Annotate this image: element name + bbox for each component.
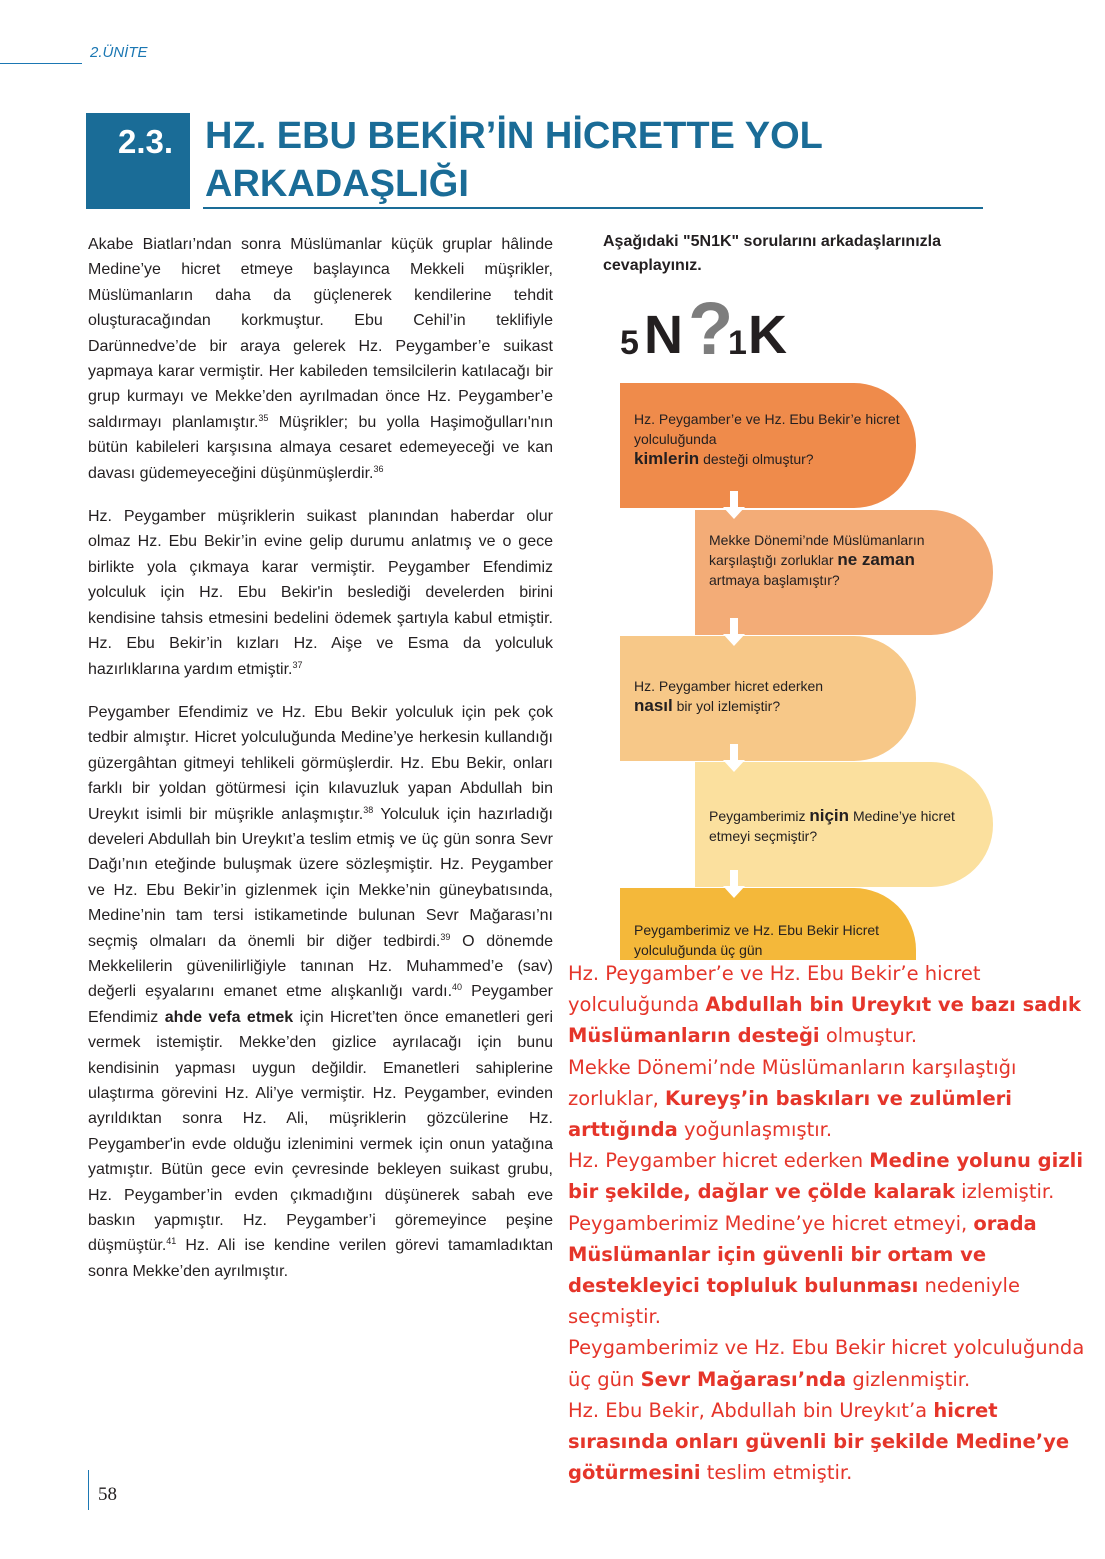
paragraph-2: Hz. Peygamber müşriklerin suikast planından haberdar olur olmaz Hz. Ebu Bekir’in evine gelip durumu anlatmış ve o gece birlikte yola çıkmaya karar vermiştir. Peygamber Efendimiz yolculuk için Hz. Ebu Bekir'in beslediği develerden birini kendisine tahsis etmesini bedelini ödemek şartıyla kabul etmiştir. Hz. Ebu Bekir’in kızları Hz. Aişe ve Esma da yolculuk hazırlıklarına yardım etmiştir.$^{37}$ <box>88 508 553 678</box>
body-text <box>88 232 553 1302</box>
5n1k-logo: 5 N ? 1 K <box>620 287 787 370</box>
activity-instruction: Aşağıdaki "5N1K" sorularını arkadaşlarınızla cevaplayınız. <box>603 233 941 274</box>
section-title-line2: ARKADAŞLIĞI <box>205 163 469 205</box>
title-rule <box>203 207 983 209</box>
question-card-who: Hz. Peygamber’e ve Hz. Ebu Bekir’e hicret yolculuğunda kimlerin desteği olmuştur? <box>620 383 916 508</box>
question-card-when: Mekke Dönemi’nde Müslümanların karşılaştığı zorluklar ne zaman artmaya başlamıştır? <box>695 510 993 635</box>
answer-1: Hz. Peygamber’e ve Hz. Ebu Bekir’e hicret yolculuğunda Abdullah bin Ureykıt ve bazı sadık Müslümanların desteği olmuştur. <box>568 962 1081 1048</box>
question-keyword: nasıl <box>634 696 673 715</box>
arrow-down-icon <box>721 870 747 900</box>
question-keyword: kimlerin <box>634 449 700 468</box>
answer-5: Peygamberimiz ve Hz. Ebu Bekir hicret yolculuğunda üç gün Sevr Mağarası’nda gizlenmiştir. <box>568 1336 1085 1391</box>
answer-2: Mekke Dönemi’nde Müslümanların karşılaştığı zorluklar, Kureyş’in baskıları ve zulümleri arttığında yoğunlaşmıştır. <box>568 1055 1017 1142</box>
footnote-ref: 37 <box>292 659 303 670</box>
question-card-how: Hz. Peygamber hicret ederken nasıl bir yol izlemiştir? <box>620 636 916 761</box>
question-keyword: ne zaman <box>837 550 915 569</box>
header-rule <box>0 63 82 64</box>
page-number: 58 <box>98 1484 117 1505</box>
answer-4: Peygamberimiz Medine’ye hicret etmeyi, orada Müslümanlar için güvenli bir ortam ve destekleyici topluluk bulunması nedeniyle seçmiştir. <box>568 1211 1037 1329</box>
answers-overlay <box>568 958 1098 1488</box>
arrow-down-icon <box>721 491 747 521</box>
footnote-ref: 36 <box>373 463 384 474</box>
question-card-why: Peygamberimiz niçin Medine’ye hicret etmeyi seçmiştir? <box>695 762 993 887</box>
section-title-line1: HZ. EBU BEKİR’İN HİCRETTE YOL <box>205 115 823 157</box>
paragraph-1: Akabe Biatları’ndan sonra Müslümanlar küçük gruplar hâlinde Medine’ye hicret etmeye başlayınca Mekkeli müşrikler, Müslümanların daha da güçlenerek kendilerine tehdit oluşturacağından korkmuştur. Ebu Cehil’in teklifiyle Darünnedve’de bir araya gelerek Hz. Peygamber’e suikast yapmaya karar vermiştir. Her kabileden temsilcilerin katılacağı bir grup kurmayı ve Mekke’den ayrılmadan önce Hz. Peygamber’e saldırmayı planlamıştır.$^{35}$ Müşrikler; bu yolla Haşimoğulları'nın bütün kabileleri karşısına almaya cesaret edemeyeceği ve kan davası güdemeyeceğini düşünmüşlerdir.$^{36}$ <box>88 236 554 482</box>
footnote-ref: 40 <box>452 982 463 993</box>
footnote-ref: 39 <box>440 931 451 942</box>
footnote-ref: 35 <box>258 412 269 423</box>
answer-6: Hz. Ebu Bekir, Abdullah bin Ureykıt’a hicret sırasında onları güvenli bir şekilde Medine’ye götürmesini teslim etmiştir. <box>568 1398 1070 1485</box>
section-title <box>205 112 965 208</box>
question-mark-icon: ? <box>688 287 734 370</box>
section-number: 2.3. <box>118 123 174 160</box>
paragraph-3: Peygamber Efendimiz ve Hz. Ebu Bekir yolculuk için pek çok tedbir almıştır. Hicret yolculuğunda Medine’ye herkesin kullandığı güzergâhtan gitmeyi tehlikeli görmüşlerdir. Hz. Ebu Bekir, onları farklı bir yoldan götürmesi için kılavuzluk yapan Abdullah bin Ureykıt isimli bir müşrikle anlaşmıştır.$^{38}$ Yolculuk için hazırladığı develeri Abdullah bin Ureykıt’a teslim etmiş ve üç gün sonra Sevr Dağı’nın eteğinde buluşmak üzere sözleşmiştir. Hz. Peygamber ve Hz. Ebu Bekir’in gizlenmek için Mekke’nin güneybatısında, Medine’nin tam tersi istikametinde bulunan Sevr Mağarası’nı seçmiş olmaları da önemli bir diğer tedbirdi.$^{39}$ O dönemde Mekkelilerin güvenilirliğiyle tanınan Hz. Muhammed’e (sav) değerli eşyalarını emanet etme alışkanlığı vardı.$^{40}$ Peygamber Efendimiz ahde vefa etmek için Hicret’ten önce emanetleri geri vermek istemiştir. Mekke’den gizlice ayrılacağı için bunu kendisinin yapması uygun değildir. Emanetleri sahiplerine ulaştırma görevini Hz. Ali’ye vermiştir. Hz. Peygamber, evinden ayrıldıktan sonra Hz. Ali, müşriklerin gözcülerine Hz. Peygamber'in evde olduğu izlenimini vermek için onun yatağına yatmıştır. Bütün gece evin çevresinde bekleyen suikast grubu, Hz. Peygamber’in evden çıkmadığını düşünerek sabah eve baskın yapmıştır. Hz. Peygamber’i göremeyince peşine düşmüştür.$^{41}$ Hz. Ali ise kendine verilen görevi tamamladıktan sonra Mekke’den ayrılmıştır. <box>88 703 553 1280</box>
answer-3: Hz. Peygamber hicret ederken Medine yolunu gizli bir şekilde, dağlar ve çölde kalarak izlemiştir. <box>568 1149 1084 1204</box>
question-card-where: Peygamberimiz ve Hz. Ebu Bekir Hicret yolculuğunda üç gün <box>620 888 916 960</box>
question-keyword: niçin <box>809 806 850 825</box>
footnote-ref: 38 <box>363 804 374 815</box>
bold-term: ahde vefa etmek <box>164 1008 294 1026</box>
footnote-ref: 41 <box>166 1236 177 1247</box>
unit-label: 2.ÜNİTE <box>90 44 148 61</box>
section-number-box <box>86 113 190 209</box>
arrow-down-icon <box>721 618 747 648</box>
page-number-rule <box>88 1470 89 1510</box>
arrow-down-icon <box>721 744 747 774</box>
